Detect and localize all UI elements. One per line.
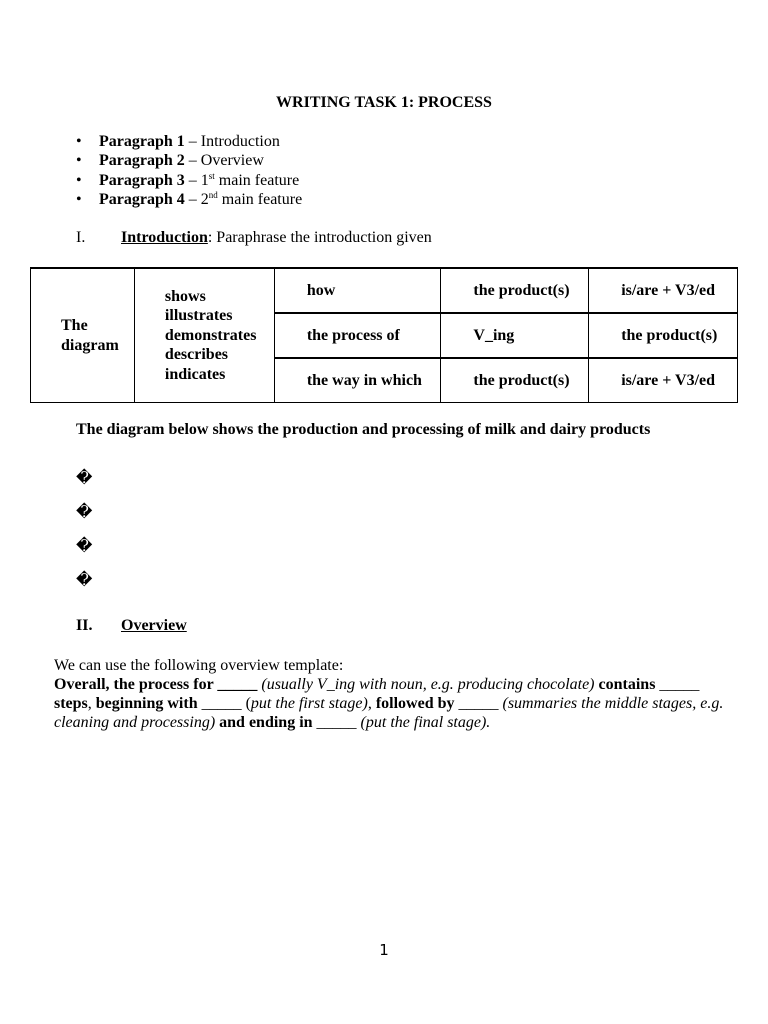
section-instruction: : Paraphrase the introduction given: [207, 229, 432, 246]
table-row: [31, 268, 738, 313]
verb-option: describes: [164, 346, 229, 364]
template-fragment: _____: [655, 676, 700, 693]
template-fragment: _____: [454, 695, 503, 712]
verb-option: shows: [164, 287, 206, 305]
template-fragment: ,: [367, 695, 376, 712]
page-number: 1: [379, 941, 389, 959]
answer-line-marker: �: [76, 572, 93, 589]
list-item: [76, 132, 302, 151]
introduction-heading: [76, 229, 432, 247]
sample-question: The diagram below shows the production and processing of milk and dairy products: [76, 421, 651, 438]
table-cell: the product(s): [589, 313, 738, 358]
list-item: [76, 171, 302, 190]
template-fragment: ,: [87, 695, 96, 712]
overview-template: [54, 656, 724, 732]
template-fragment: put the first stage): [250, 695, 368, 712]
table-cell: the product(s): [441, 358, 589, 403]
separator: –: [184, 171, 201, 189]
separator: –: [184, 133, 201, 150]
template-fragment: (summaries the middle stages, e.g. cleaning and processing): [54, 695, 724, 731]
separator: –: [184, 190, 201, 208]
paragraph-label: Paragraph 1: [99, 133, 185, 150]
list-item: [76, 190, 302, 209]
section-title: Introduction: [121, 229, 208, 246]
template-fragment: steps: [54, 695, 88, 712]
table-cell: is/are + V3/ed: [589, 358, 738, 403]
bullet: •: [76, 190, 82, 208]
section-numeral: I.: [76, 229, 86, 246]
template-fragment: contains: [598, 676, 656, 693]
paragraph-list: [76, 132, 302, 209]
paragraph-text: Introduction: [200, 133, 280, 150]
paragraph-label: Paragraph 2: [99, 152, 185, 170]
bullet: •: [76, 171, 82, 189]
template-fragment: (put the final stage).: [360, 714, 491, 731]
verb-option: illustrates: [164, 307, 233, 325]
overview-heading: [76, 617, 187, 635]
section-title: Overview: [121, 617, 187, 634]
paragraph-label: Paragraph 3: [99, 171, 185, 189]
subject-cell: [31, 268, 135, 403]
verb-option: indicates: [164, 365, 226, 383]
template-fragment: beginning with: [95, 695, 198, 712]
ordinal-number: 1: [200, 171, 209, 189]
answer-line-marker: �: [76, 470, 93, 487]
table-cell: V_ing: [441, 313, 589, 358]
overview-lead: We can use the following overview template:: [54, 657, 344, 674]
table-cell: how: [274, 268, 441, 313]
overview-template-text: [54, 675, 724, 732]
paragraph-text: Overview: [200, 152, 264, 170]
table-cell: the product(s): [441, 268, 589, 313]
table-cell: the process of: [274, 313, 441, 358]
template-fragment: followed by: [375, 695, 455, 712]
subject-word: diagram: [61, 336, 119, 354]
bullet: •: [76, 152, 82, 170]
paragraph-text: main feature: [214, 171, 300, 189]
section-numeral: II.: [76, 617, 93, 634]
verbs-cell: [134, 268, 274, 403]
subject-word: The: [61, 316, 88, 334]
template-fragment: (usually V_ing with noun, e.g. producing chocolate): [257, 676, 599, 693]
page-title: WRITING TASK 1: PROCESS: [276, 94, 492, 111]
template-fragment: Overall, the process for _____: [54, 676, 258, 693]
ordinal-number: 2: [200, 190, 209, 208]
table-cell: is/are + V3/ed: [589, 268, 738, 313]
answer-line-marker: �: [76, 538, 93, 555]
table-cell: the way in which: [274, 358, 441, 403]
paragraph-text: main feature: [217, 190, 303, 208]
verb-option: demonstrates: [164, 326, 257, 344]
introduction-template-table: [30, 267, 738, 403]
template-fragment: _____: [312, 714, 361, 731]
ordinal-suffix: nd: [208, 189, 218, 200]
template-fragment: _____ (: [197, 695, 251, 712]
ordinal-suffix: st: [208, 170, 215, 181]
answer-line-marker: �: [76, 504, 93, 521]
paragraph-label: Paragraph 4: [99, 190, 185, 208]
bullet: •: [76, 133, 82, 150]
list-item: [76, 151, 302, 170]
template-fragment: and ending in: [219, 714, 313, 731]
separator: –: [184, 152, 201, 170]
